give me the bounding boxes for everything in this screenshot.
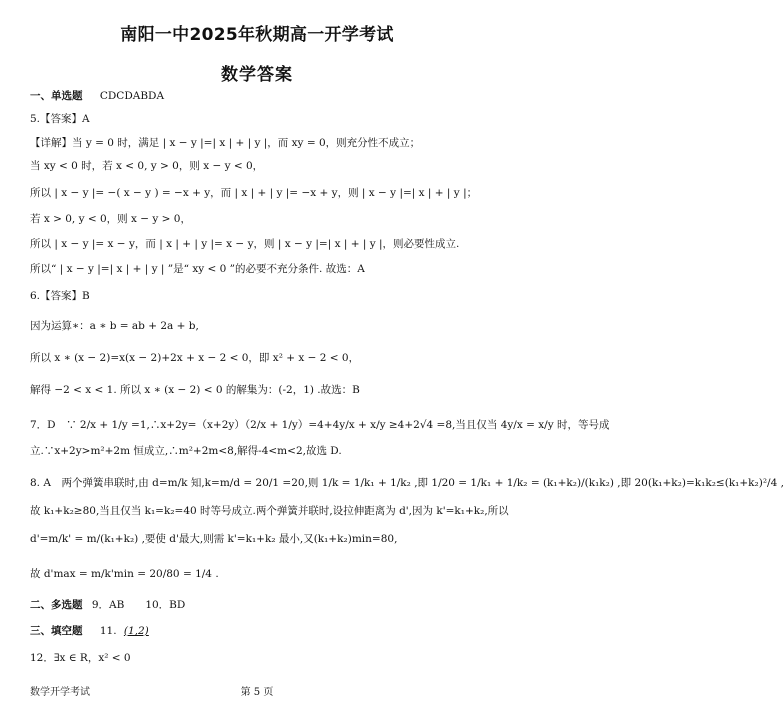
q6-line-1: 因为运算∗：a ∗ b = ab + 2a + b, (30, 320, 199, 332)
q8-line-4: 故 d'max = m/k'min = 20/80 = 1/4 . (30, 568, 219, 580)
section-heading: 三、填空题 (30, 625, 83, 637)
q5-line-1: 【详解】当 y = 0 时，满足 | x − y |=| x | + | y |，而 xy = 0，则充分性不成立； (30, 137, 421, 149)
document-title: 南阳一中2025年秋期高一开学考试 (120, 25, 394, 45)
multi-choice-answers: 9．AB 10．BD (91, 599, 186, 611)
q8-line-3: d'=m/k' = m/(k₁+k₂) ,要使 d'最大,则需 k'=k₁+k₂ 最小,又(k₁+k₂)min=80, (30, 533, 398, 545)
q11-answer: (1,2) (123, 625, 149, 637)
q12-line: 12．∃x ∈ R，x² < 0 (30, 652, 131, 664)
q8-line-2: 故 k₁+k₂≥80,当且仅当 k₁=k₂=40 时等号成立.两个弹簧并联时,设拉伸距离为 d',因为 k'=k₁+k₂,所以 (30, 505, 509, 517)
q8-line-1: 8. A 两个弹簧串联时,由 d=m/k 知,k=m/d = 20/1 =20,则 1/k = 1/k₁ + 1/k₂ ,即 1/20 = 1/k₁ + 1/k₂ = (k₁+k₂)/(k₁k₂) ,即 20(k₁+k₂)=k₁k₂≤(k₁+k₂)²/4 , (30, 477, 784, 489)
q6-line-2: 所以 x ∗ (x − 2)=x(x − 2)+2x + x − 2 < 0，即 x² + x − 2 < 0， (30, 352, 360, 364)
single-choice-answers: CDCDABDA (99, 90, 165, 102)
q7-line-1: 7．D ∵ 2/x + 1/y =1,∴x+2y=（x+2y）（2/x + 1/y）=4+4y/x + x/y ≥4+2√4 =8,当且仅当 4y/x = x/y 时，等号成 (30, 419, 610, 431)
section-fill-blank (30, 624, 500, 638)
section-multi-choice (30, 598, 500, 612)
footer-page-number: 第 5 页 (240, 687, 274, 698)
q5-answer: 5.【答案】A (30, 113, 90, 125)
q7-line-2: 立.∵x+2y>m²+2m 恒成立,∴m²+2m<8,解得-4<m<2,故选 D. (30, 445, 342, 457)
q5-line-4: 若 x > 0, y < 0，则 x − y > 0， (30, 213, 191, 225)
q5-line-3: 所以 | x − y |= −( x − y ) = −x + y，而 | x | + | y |= −x + y，则 | x − y |=| x | + | y |； (30, 187, 478, 199)
section-heading: 一、单选题 (30, 90, 83, 102)
q6-answer: 6.【答案】B (30, 290, 90, 302)
document-subtitle: 数学答案 (221, 65, 293, 85)
section-single-choice (30, 89, 500, 103)
q5-line-6: 所以“ | x − y |=| x | + | y | ”是“ xy < 0 ”的必要不充分条件. 故选：A (30, 263, 365, 275)
section-heading: 二、多选题 (30, 599, 83, 611)
footer-exam-name: 数学开学考试 (30, 687, 90, 698)
q6-line-3: 解得 −2 < x < 1. 所以 x ∗ (x − 2) < 0 的解集为：(-2，1) .故选：B (30, 384, 360, 396)
q5-line-5: 所以 | x − y |= x − y，而 | x | + | y |= x − y，则 | x − y |=| x | + | y |，则必要性成立. (30, 238, 460, 250)
q5-line-2: 当 xy < 0 时，若 x < 0, y > 0，则 x − y < 0， (30, 160, 264, 172)
q11-number: 11. (99, 625, 117, 637)
